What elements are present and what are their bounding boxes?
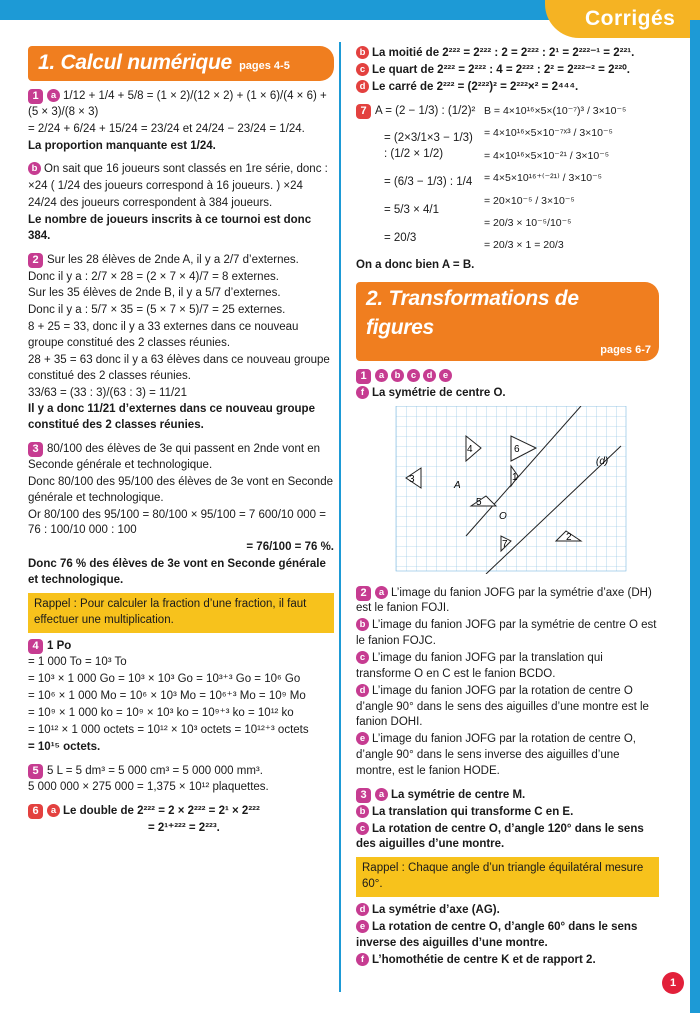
exercise-number: 1 <box>28 89 43 104</box>
exercise-number: 6 <box>28 804 43 819</box>
question-letter: a <box>47 804 60 817</box>
conclusion: On a donc bien A = B. <box>356 258 475 271</box>
math-line: = 10³ × 1 000 Go = 10³ × 10³ Go = 10³⁺³ Go = 10⁶ Go <box>28 673 301 686</box>
question-letter: c <box>407 369 420 382</box>
label-3: 3 <box>409 473 415 485</box>
label-O: O <box>499 510 507 522</box>
ex2-line1 <box>28 253 334 269</box>
math-line: = 20/3 × 1 = 20/3 <box>484 239 564 252</box>
page-number: 1 <box>662 972 684 994</box>
text-line: L’homothétie de centre K et de rapport 2. <box>372 953 596 966</box>
question-letter: a <box>375 788 388 801</box>
math-line: = 10⁹ × 1 000 ko = 10⁹ × 10³ ko = 10⁹⁺³ ko = 10¹² ko <box>28 707 294 720</box>
conclusion: Le nombre de joueurs inscrits à ce tournoi est donc 384. <box>28 213 312 242</box>
text-line: La rotation de centre O, d’angle 60° dans le sens inverse des aiguilles d’une montre. <box>356 920 638 949</box>
ex7-a-column <box>356 104 476 254</box>
math-line: = 76/100 = 76 %. <box>246 541 334 554</box>
text-line: L’image du fanion JOFG par la rotation de centre O d’angle 90° dans le sens des aiguilles d’une montre est le fanion DOHI. <box>356 684 649 729</box>
t3-e <box>356 920 659 952</box>
question-letter: e <box>439 369 452 382</box>
question-letter: b <box>391 369 404 382</box>
conclusion: La proportion manquante est 1/24. <box>28 139 216 152</box>
question-letter: d <box>356 684 369 697</box>
label-4: 4 <box>467 443 473 455</box>
t2-a <box>356 586 659 618</box>
text-line: La symétrie de centre M. <box>391 788 526 801</box>
ex6-d <box>356 80 659 96</box>
question-letter: c <box>356 63 369 76</box>
math-line: A = (2 − 1/3) : (1/2)² <box>375 104 476 117</box>
exercise-number: 4 <box>28 639 43 654</box>
text-line: Sur les 28 élèves de 2nde A, il y a 2/7 d’externes. <box>47 253 299 266</box>
math-line: 33/63 = (33 : 3)/(63 : 3) = 11/21 <box>28 386 187 399</box>
t2-c <box>356 651 659 683</box>
label-2: 2 <box>566 531 572 543</box>
rappel-box: Rappel : Pour calculer la fraction d’une fraction, il faut effectuer une multiplication. <box>28 593 334 633</box>
math-line: = (2×3/1×3 − 1/3) : (1/2 × 1/2) <box>384 132 473 161</box>
text-line: 8 + 25 = 33, donc il y a 33 externes dans ce nouveau groupe constitué des 2 classes réunies. <box>28 321 299 349</box>
math-line: = 10¹⁵ octets. <box>28 740 101 753</box>
t2-b <box>356 618 659 650</box>
ex1-line1 <box>28 89 334 121</box>
t3-c <box>356 822 659 854</box>
label-6: 6 <box>514 443 520 455</box>
math-line: La moitié de 2²²² = 2²²² : 2 = 2²²² : 2¹ = 2²²²⁻¹ = 2²²¹. <box>372 47 635 59</box>
math-line: = 5/3 × 4/1 <box>384 204 439 217</box>
ex7-b-column <box>484 104 659 254</box>
math-line: = 2/24 + 6/24 + 15/24 = 23/24 et 24/24 − 23/24 = 1/24. <box>28 122 305 135</box>
ex1-b <box>28 162 334 178</box>
question-letter: d <box>356 903 369 916</box>
label-A: A <box>454 479 461 491</box>
t3-d <box>356 903 659 919</box>
conclusion: Il y a donc 11/21 d’externes dans ce nouveau groupe constitué des 2 classes réunies. <box>28 403 315 432</box>
section-1-pages: pages 4-5 <box>239 60 290 72</box>
t3-f <box>356 953 659 969</box>
grid <box>396 406 626 571</box>
exercise-number: 3 <box>28 442 43 457</box>
question-letter: b <box>356 805 369 818</box>
math-line: = 4×10¹⁶×5×10⁻⁷ˣ³ / 3×10⁻⁵ <box>484 127 613 140</box>
left-column <box>28 46 334 838</box>
ex4-lines <box>28 655 334 755</box>
math-line: Le quart de 2²²² = 2²²² : 4 = 2²²² : 2² = 2²²²⁻² = 2²²⁰. <box>372 63 630 76</box>
text-line: La rotation de centre O, d’angle 120° dans le sens des aiguilles d’une montre. <box>356 822 644 851</box>
section-1-title: 1. Calcul numérique <box>38 51 232 74</box>
t3-b <box>356 805 659 821</box>
math-line: 5 L = 5 dm³ = 5 000 cm³ = 5 000 000 mm³. <box>47 764 263 777</box>
exercise-number: 2 <box>28 253 43 268</box>
t2-d <box>356 684 659 732</box>
question-letter: d <box>356 80 369 93</box>
ex3-line1 <box>28 442 334 474</box>
page-header-title: Corrigés <box>585 7 676 30</box>
section-2-title: 2. Transformations de figures <box>366 286 579 339</box>
text-line: L’image du fanion JOFG par la symétrie d’axe (DH) est le fanion FOJI. <box>356 586 652 615</box>
math-line: Le double de 2²²² = 2 × 2²²² = 2¹ × 2²²² <box>63 805 260 818</box>
question-letter: b <box>356 46 369 59</box>
ex7-block <box>356 104 659 254</box>
math-line: = 20/3 <box>384 231 417 244</box>
question-letter: c <box>356 651 369 664</box>
math-line: = 10⁶ × 1 000 Mo = 10⁶ × 10³ Mo = 10⁶⁺³ Mo = 10⁹ Mo <box>28 690 306 703</box>
text-line: Sur les 35 élèves de 2nde B, il y a 5/7 d’externes. <box>28 287 281 300</box>
math-line: = 20/3 × 10⁻⁵/10⁻⁵ <box>484 217 572 229</box>
ex6-b <box>356 46 659 62</box>
text-line: Donc 80/100 des 95/100 des élèves de 3e vont en Seconde générale et technologique. <box>28 475 333 504</box>
text-line: L’image du fanion JOFG par la symétrie de centre O est le fanion FOJC. <box>356 619 657 648</box>
question-letter: a <box>375 369 388 382</box>
math-line: Donc il y a : 2/7 × 28 = (2 × 7 × 4)/7 = 8 externes. <box>28 270 279 283</box>
ex6-c <box>356 63 659 79</box>
transformation-figure <box>356 406 656 574</box>
question-letter: f <box>356 386 369 399</box>
t1-f <box>356 386 659 402</box>
math-line: = 20×10⁻⁵ / 3×10⁻⁵ <box>484 194 575 207</box>
ex5-line1 <box>28 764 334 780</box>
section-2-header <box>356 282 659 361</box>
rappel-box: Rappel : Chaque angle d’un triangle équilatéral mesure 60°. <box>356 857 659 897</box>
t3-a <box>356 788 659 804</box>
math-line: 5 000 000 × 275 000 = 1,375 × 10¹² plaquettes. <box>28 781 269 794</box>
text-line: L’image du fanion JOFG par la translation qui transforme O en C est le fanion BCDO. <box>356 651 603 680</box>
question-letter: e <box>356 920 369 933</box>
section-2-pages: pages 6-7 <box>600 343 651 356</box>
math-line: = 1 000 To = 10³ To <box>28 656 127 669</box>
math-line: = 4×5×10¹⁶⁺⁽⁻²¹⁾ / 3×10⁻⁵ <box>484 172 603 185</box>
label-d: (d) <box>596 455 609 467</box>
question-letter: b <box>28 162 41 175</box>
math-line: = 10¹² × 1 000 octets = 10¹² × 10³ octets = 10¹²⁺³ octets <box>28 723 309 736</box>
text-line: La translation qui transforme C en E. <box>372 805 574 818</box>
question-letter: a <box>375 586 388 599</box>
label-1: 1 <box>512 471 518 483</box>
label-7: 7 <box>502 538 508 550</box>
question-letter: e <box>356 732 369 745</box>
t1-line <box>356 369 659 385</box>
column-divider <box>339 42 341 992</box>
math-line: Le carré de 2²²² = (2²²²)² = 2²²²×² = 2⁴⁴⁴. <box>372 80 579 93</box>
math-line: ×24 ( 1/24 des joueurs correspond à 16 joueurs. ) ×24 <box>28 180 303 193</box>
math-line: B = 4×10¹⁶×5×(10⁻⁷)³ / 3×10⁻⁵ <box>484 104 627 117</box>
exercise-number: 2 <box>356 586 371 601</box>
math-line: = 4×10¹⁶×5×10⁻²¹ / 3×10⁻⁵ <box>484 149 610 162</box>
text-line: On sait que 16 joueurs sont classés en 1re série, donc : <box>44 163 328 176</box>
right-column <box>356 46 659 969</box>
ex6-line1 <box>28 804 334 820</box>
right-strip <box>690 20 700 1013</box>
text-line: 28 + 35 = 63 donc il y a 63 élèves dans ce nouveau groupe constitué des 2 classes réunies. <box>28 353 330 382</box>
section-1-header <box>28 46 334 81</box>
math-line: = 2¹⁺²²² = 2²²³. <box>148 822 220 835</box>
text-line: La symétrie d’axe (AG). <box>372 903 500 916</box>
math-line: Donc il y a : 5/7 × 35 = (5 × 7 × 5)/7 = 25 externes. <box>28 304 286 317</box>
ex4-title <box>28 639 334 655</box>
exercise-number: 1 <box>356 369 371 384</box>
math-line: 24/24 des joueurs correspondent à 384 joueurs. <box>28 197 273 210</box>
exercise-number: 7 <box>356 104 371 119</box>
math-line: Or 80/100 des 95/100 = 80/100 × 95/100 = 7 600/10 000 = 76 : 100/10 000 : 100 <box>28 508 326 537</box>
figure-grid <box>356 406 659 580</box>
conclusion: Donc 76 % des élèves de 3e vont en Seconde générale et technologique. <box>28 558 326 587</box>
question-letter: d <box>423 369 436 382</box>
exercise-number: 3 <box>356 788 371 803</box>
text-line: 1 Po <box>47 639 72 652</box>
question-letter: f <box>356 953 369 966</box>
ex7-a-first <box>356 104 476 120</box>
text-line: La symétrie de centre O. <box>372 386 506 399</box>
question-letter: c <box>356 822 369 835</box>
label-5: 5 <box>476 496 482 508</box>
question-letter: b <box>356 618 369 631</box>
text-line: 80/100 des élèves de 3e qui passent en 2nde vont en Seconde générale et technologique. <box>28 443 321 472</box>
question-letter: a <box>47 89 60 102</box>
math-line: 1/12 + 1/4 + 5/8 = (1 × 2)/(12 × 2) + (1 × 6)/(4 × 6) + (5 × 3)/(8 × 3) <box>28 89 327 118</box>
math-line: = (6/3 − 1/3) : 1/4 <box>384 176 473 189</box>
text-line: L’image du fanion JOFG par la rotation de centre O, d’angle 90° dans le sens inverse des aiguilles d’une montre, est le fanion HODE. <box>356 733 637 777</box>
t2-e <box>356 732 659 780</box>
exercise-number: 5 <box>28 764 43 779</box>
